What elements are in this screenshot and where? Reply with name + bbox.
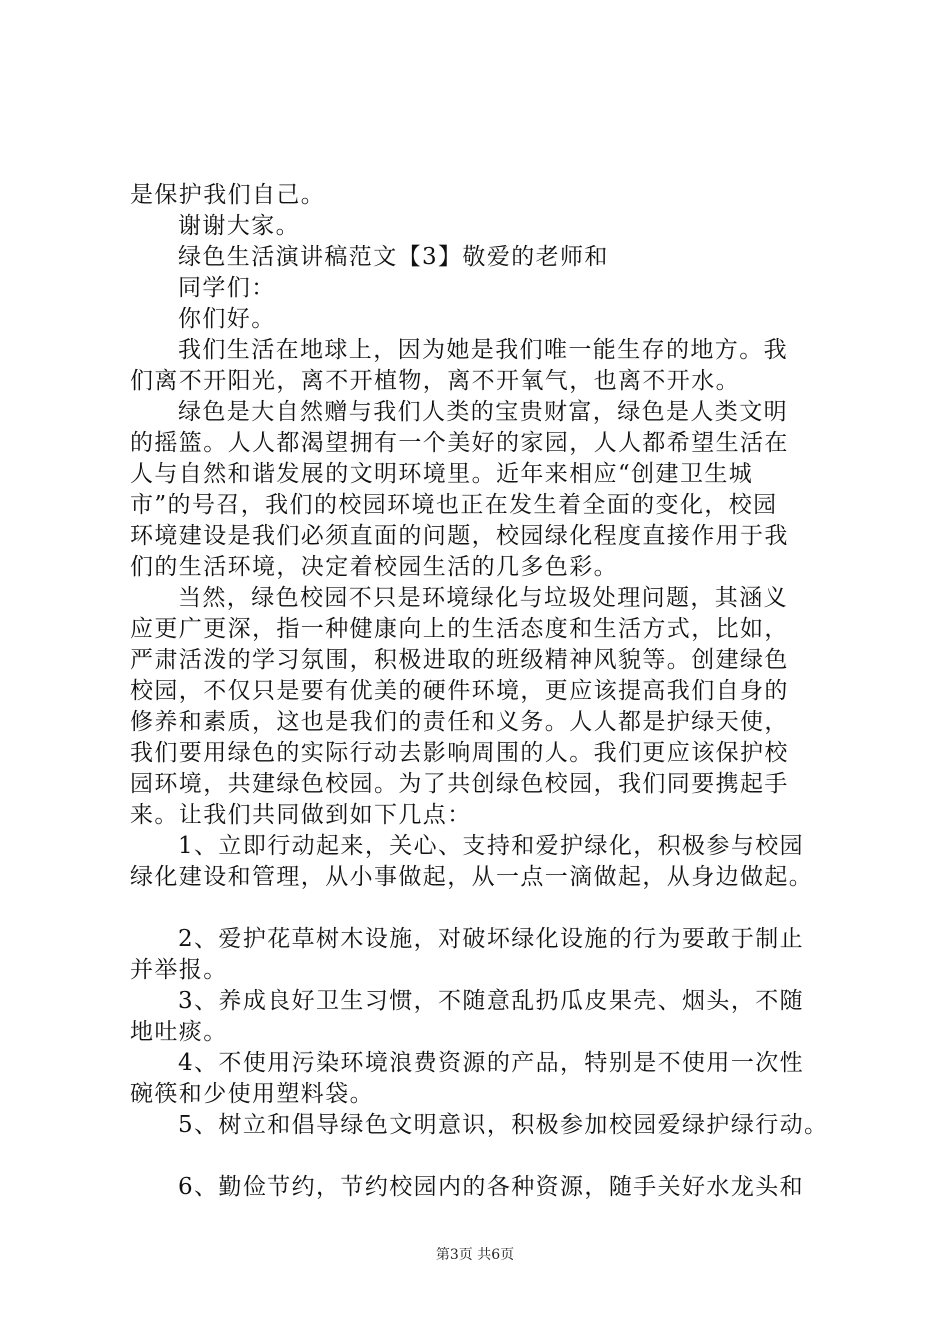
text-line: 你们好。 <box>178 306 276 332</box>
text-line: 同学们： <box>178 275 276 301</box>
text-line: 们的生活环境，决定着校园生活的几多色彩。 <box>130 554 618 580</box>
text-line: 环境建设是我们必须直面的问题，校园绿化程度直接作用于我 <box>130 523 789 549</box>
text-line: 来。让我们共同做到如下几点： <box>130 802 472 828</box>
text-line: 2、爱护花草树木设施，对破坏绿化设施的行为要敢于制止 <box>178 926 805 952</box>
text-line: 6、勤俭节约，节约校园内的各种资源，随手关好水龙头和 <box>178 1174 805 1200</box>
text-line: 绿色生活演讲稿范文【3】敬爱的老师和 <box>178 244 609 270</box>
text-line: 园环境，共建绿色校园。为了共创绿色校园，我们同要携起手 <box>130 771 789 797</box>
text-line: 严肃活泼的学习氛围，积极进取的班级精神风貌等。创建绿色 <box>130 647 789 673</box>
text-line: 应更广更深，指一种健康向上的生活态度和生活方式，比如， <box>130 616 789 642</box>
text-line: 当然，绿色校园不只是环境绿化与垃圾处理问题，其涵义 <box>178 585 788 611</box>
text-line: 绿化建设和管理，从小事做起，从一点一滴做起，从身边做起。 <box>130 864 814 890</box>
text-line: 3、养成良好卫生习惯，不随意乱扔瓜皮果壳、烟头，不随 <box>178 988 805 1014</box>
text-line: 碗筷和少使用塑料袋。 <box>130 1081 374 1107</box>
text-line: 是保护我们自己。 <box>130 182 326 208</box>
text-line: 校园，不仅只是要有优美的硬件环境，更应该提高我们自身的 <box>130 678 789 704</box>
text-line: 5、树立和倡导绿色文明意识，积极参加校园爱绿护绿行动。 <box>178 1112 829 1138</box>
text-line: 的摇篮。人人都渴望拥有一个美好的家园，人人都希望生活在 <box>130 430 789 456</box>
text-line: 我们要用绿色的实际行动去影响周围的人。我们更应该保护校 <box>130 740 789 766</box>
text-line: 我们生活在地球上，因为她是我们唯一能生存的地方。我 <box>178 337 788 363</box>
text-line: 绿色是大自然赠与我们人类的宝贵财富，绿色是人类文明 <box>178 399 788 425</box>
text-line: 地吐痰。 <box>130 1019 228 1045</box>
text-line: 修养和素质，这也是我们的责任和义务。人人都是护绿天使， <box>130 709 789 735</box>
text-line: 1、立即行动起来，关心、支持和爱护绿化，积极参与校园 <box>178 833 805 859</box>
text-line: 谢谢大家。 <box>178 213 300 239</box>
text-line: 们离不开阳光，离不开植物，离不开氧气，也离不开水。 <box>130 368 740 394</box>
text-line: 人与自然和谐发展的文明环境里。近年来相应“创建卫生城 <box>130 461 754 487</box>
text-line: 市”的号召，我们的校园环境也正在发生着全面的变化，校园 <box>130 492 778 518</box>
page-number: 第3页 共6页 <box>435 1247 515 1263</box>
text-line: 4、不使用污染环境浪费资源的产品，特别是不使用一次性 <box>178 1050 805 1076</box>
text-line: 并举报。 <box>130 957 228 983</box>
